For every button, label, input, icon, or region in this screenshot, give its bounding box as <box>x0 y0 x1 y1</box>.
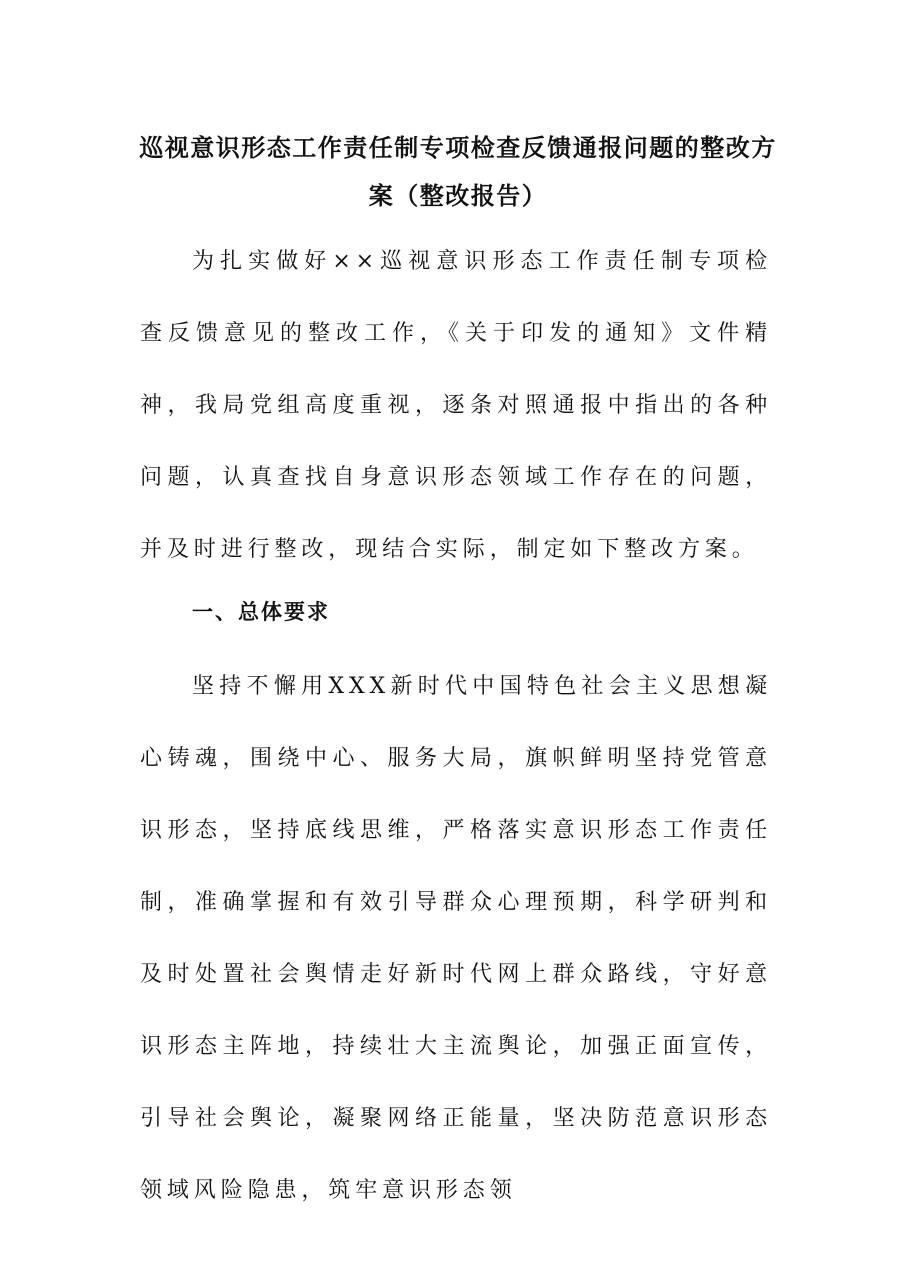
intro-paragraph: 为扎实做好××巡视意识形态工作责任制专项检查反馈意见的整改工作，《关于印发的通知》文件精神，我局党组高度重视，逐条对照通报中指出的各种问题，认真查找自身意识形态领域工作存在的问题，并及时进行整改，现结合实际，制定如下整改方案。 <box>140 249 772 562</box>
section-paragraph-general-requirements: 坚持不懈用XXX新时代中国特色社会主义思想凝心铸魂，围绕中心、服务大局，旗帜鲜明坚持党管意识形态，坚持底线思维，严格落实意识形态工作责任制，准确掌握和有效引导群众心理预期，科学研判和及时处置社会舆情走好新时代网上群众路线，守好意识形态主阵地，持续壮大主流舆论，加强正面宣传，引导社会舆论，凝聚网络正能量，坚决防范意识形态领域风险隐患，筑牢意识形态领 <box>140 674 772 1203</box>
section-heading-general-requirements: 一、总体要求 <box>192 600 330 624</box>
document-title: 巡视意识形态工作责任制专项检查反馈通报问题的整改方案（整改报告） <box>139 134 777 210</box>
